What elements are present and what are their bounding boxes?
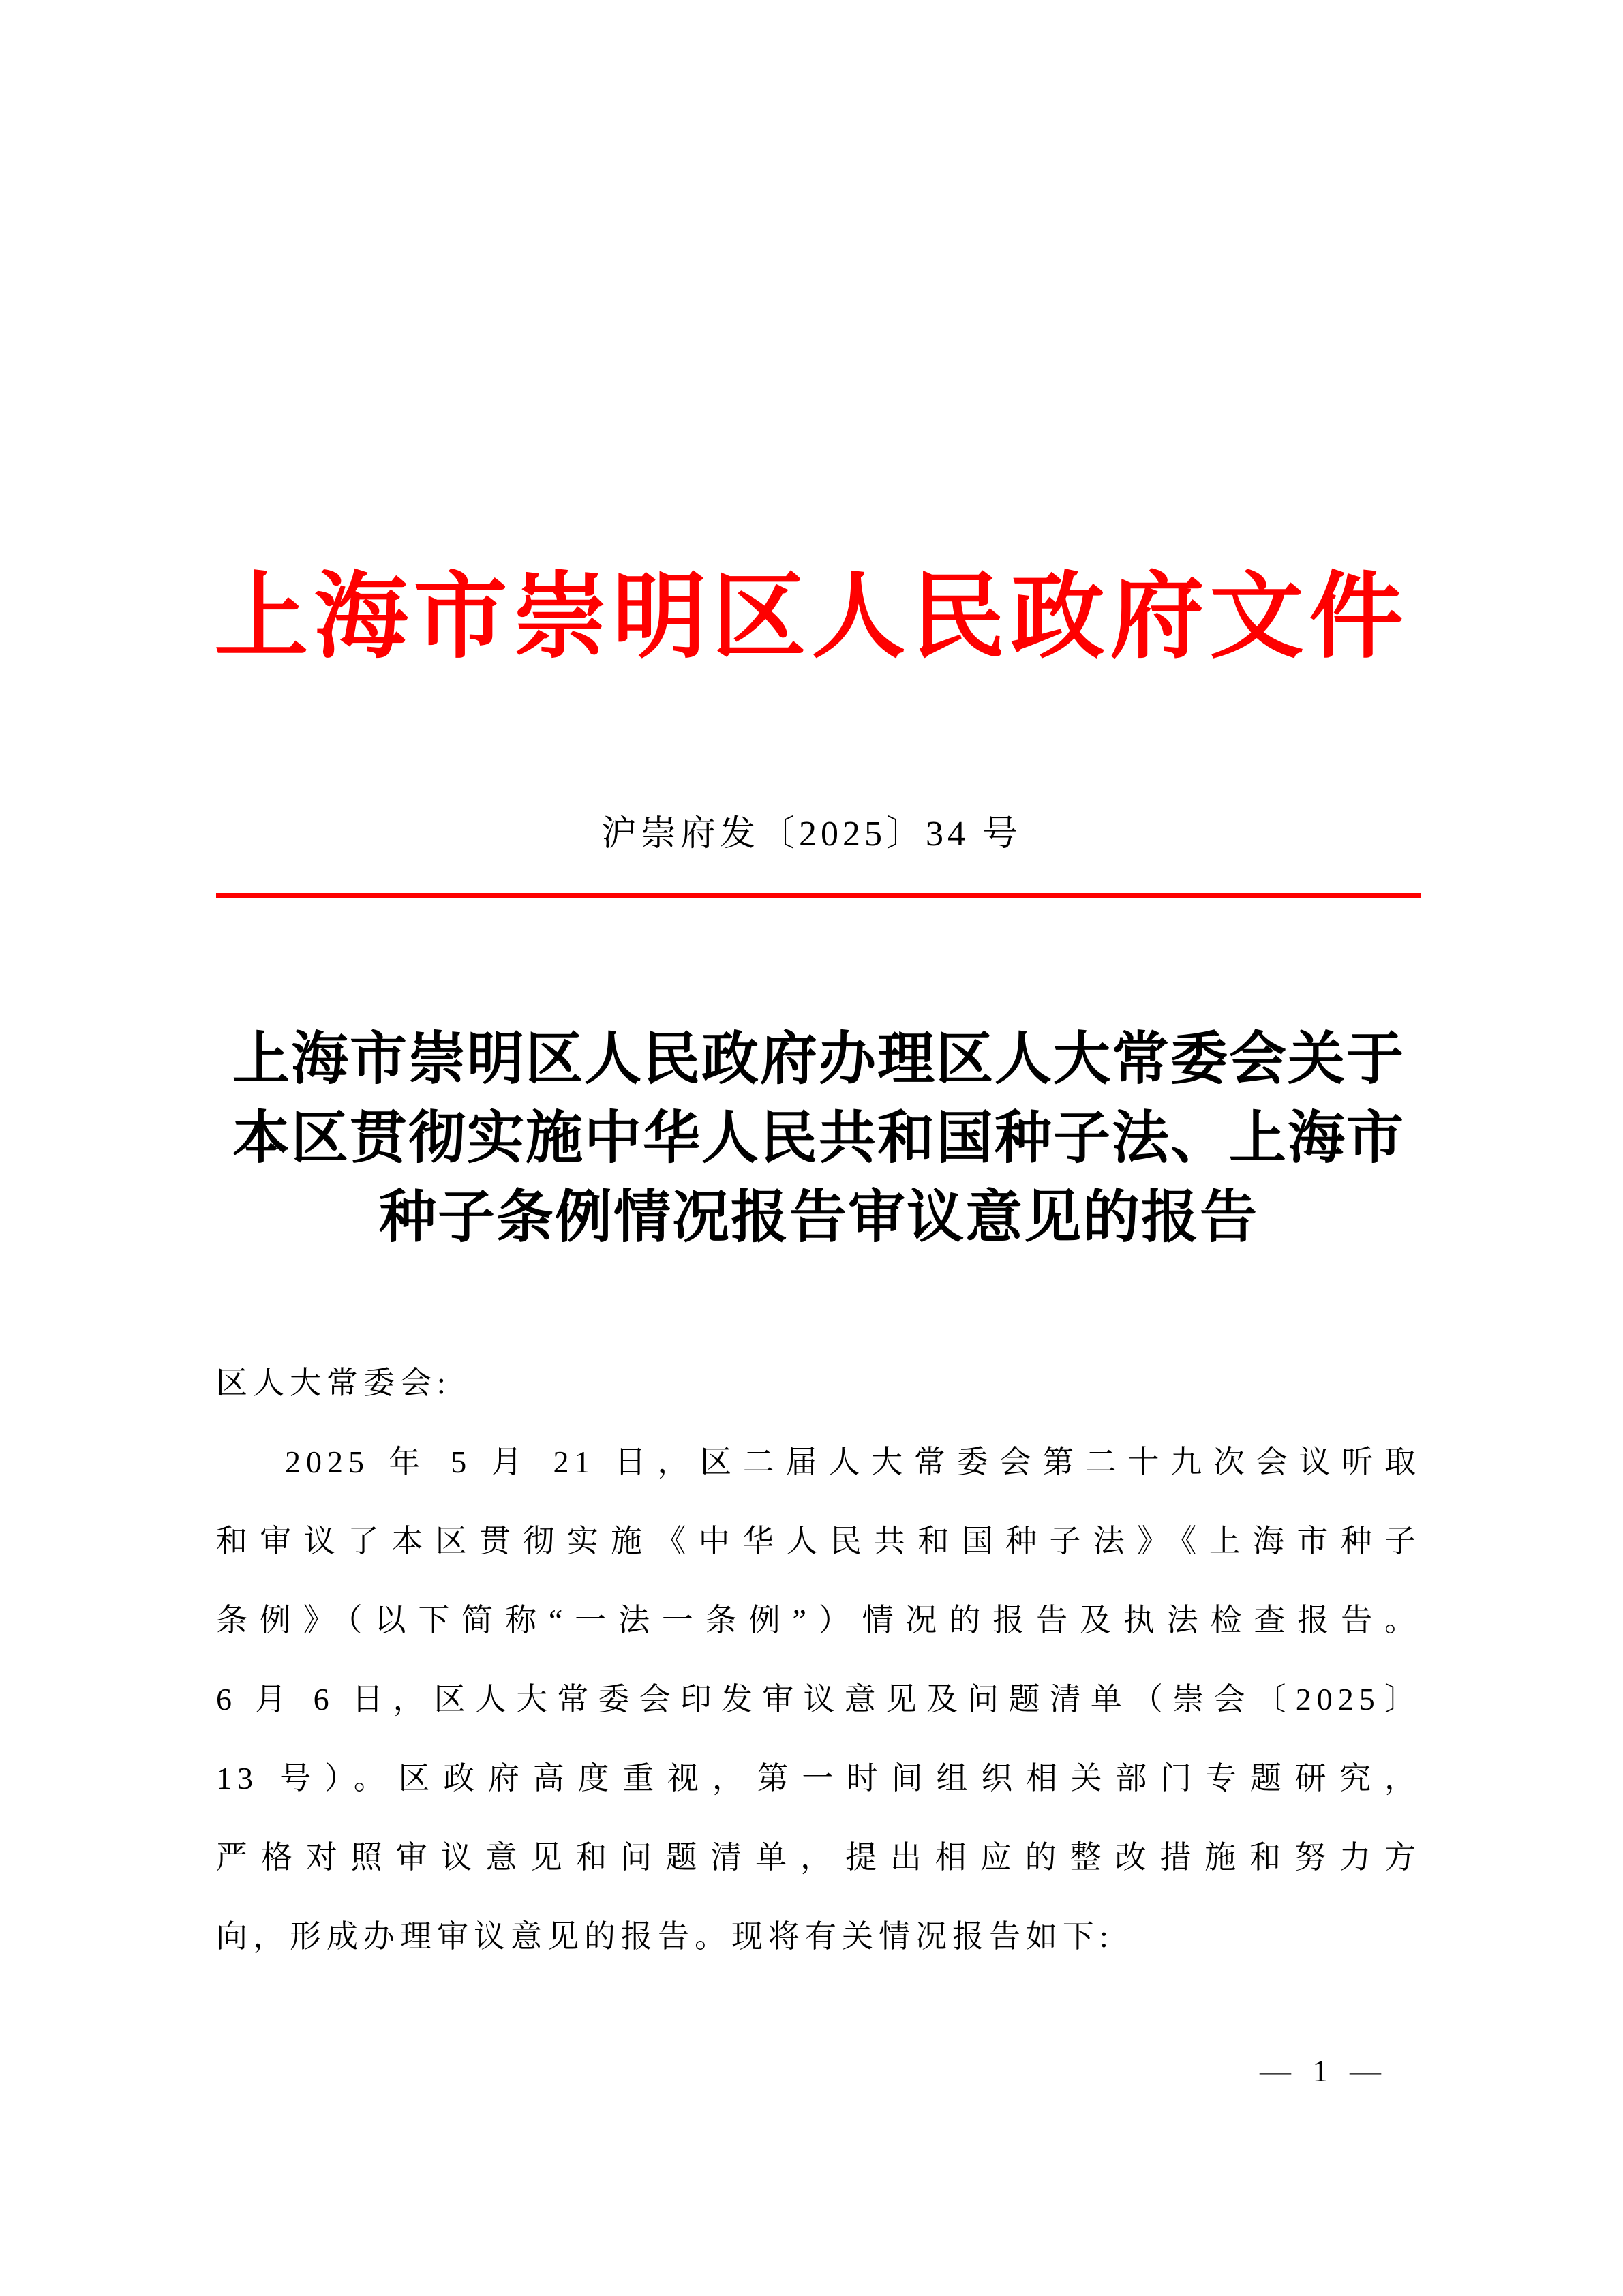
salutation-line: 区人大常委会:: [216, 1365, 451, 1400]
page-number: — 1 —: [1260, 2053, 1388, 2088]
body-paragraph-line: 条例》（以下简称“一法一条例”）情况的报告及执法检查报告。: [216, 1603, 1421, 1637]
body-paragraph-line: 6 月 6 日，区人大常委会印发审议意见及问题清单（崇会〔2025〕: [216, 1682, 1421, 1717]
body-text-block: [216, 1344, 1421, 1976]
document-title-line-2: 本区贯彻实施中华人民共和国种子法、上海市: [232, 1107, 1405, 1170]
body-paragraph-line: 13 号）。区政府高度重视，第一时间组织相关部门专题研究，: [216, 1761, 1421, 1796]
body-paragraph-line: 2025 年 5 月 21 日，区二届人大常委会第二十九次会议听取: [285, 1445, 1421, 1479]
document-title-line-3: 种子条例情况报告审议意见的报告: [378, 1186, 1258, 1250]
red-divider-line: [216, 893, 1421, 898]
body-paragraph-line: 向，形成办理审议意见的报告。现将有关情况报告如下:: [216, 1919, 1114, 1954]
body-paragraph-line: 严格对照审议意见和问题清单，提出相应的整改措施和努力方: [216, 1840, 1421, 1875]
issuing-org-masthead: 上海市崇明区人民政府文件: [214, 565, 1409, 669]
doc-reference-number: 沪崇府发〔2025〕34 号: [601, 815, 1022, 854]
body-paragraph-line: 和审议了本区贯彻实施《中华人民共和国种子法》《上海市种子: [216, 1524, 1421, 1558]
document-title: [209, 1021, 1428, 1258]
document-title-line-1: 上海市崇明区人民政府办理区人大常委会关于: [232, 1028, 1405, 1091]
